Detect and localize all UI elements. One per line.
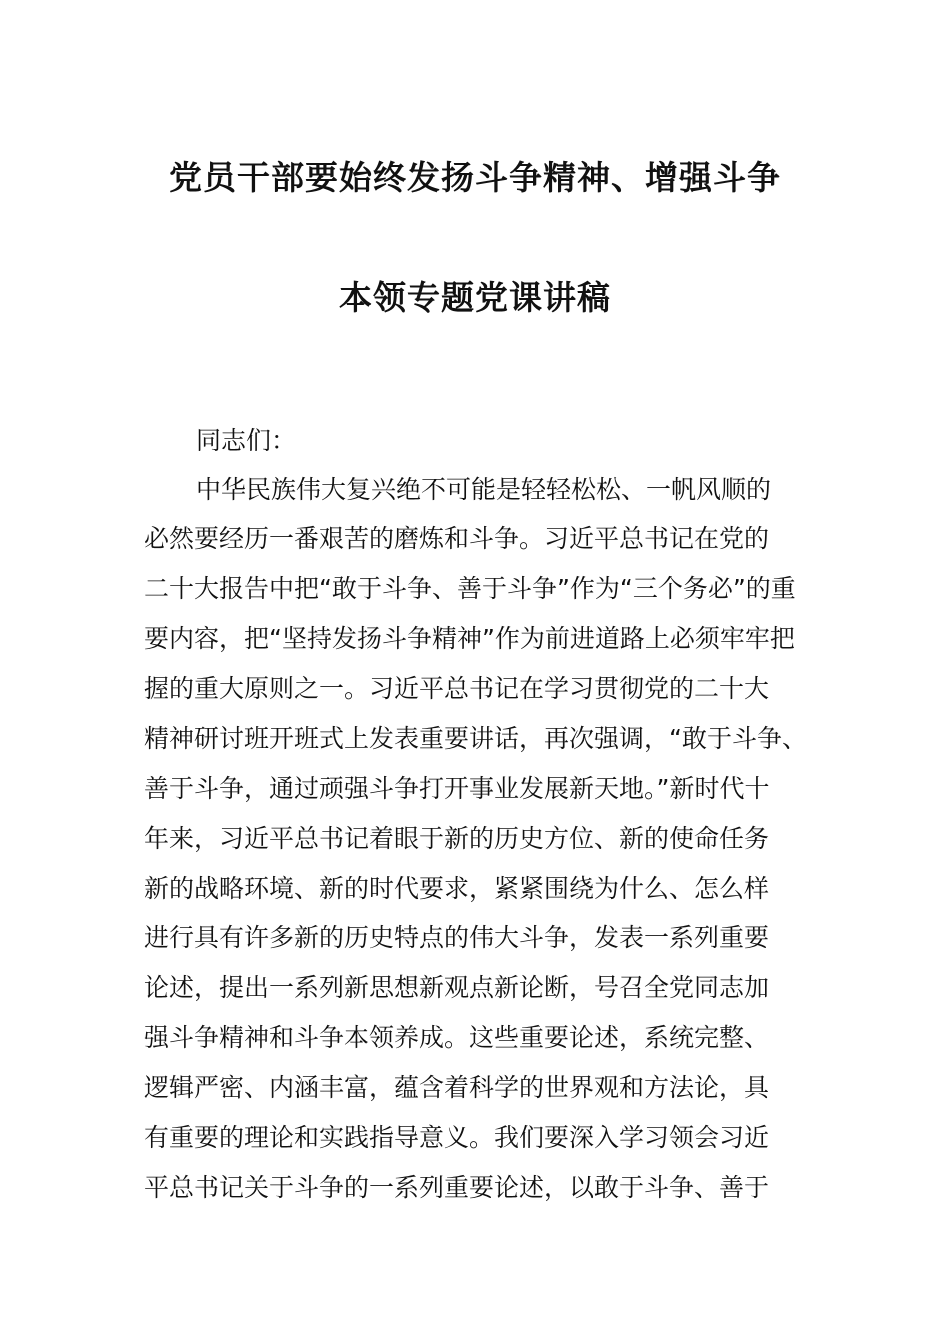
body-line-4: 要内容，把“坚持发扬斗争精神”作为前进道路上必须牢牢把 [144,624,795,653]
body-line-12: 强斗争精神和斗争本领养成。这些重要论述，系统完整、 [144,1023,770,1052]
body-line-10: 进行具有许多新的历史特点的伟大斗争，发表一系列重要 [144,923,770,952]
body-line-14: 有重要的理论和实践指导意义。我们要深入学习领会习近 [144,1123,770,1152]
body-line-2: 必然要经历一番艰苦的磨炼和斗争。习近平总书记在党的 [144,524,770,553]
body-line-9: 新的战略环境、新的时代要求，紧紧围绕为什么、怎么样 [144,874,770,903]
body-line-5: 握的重大原则之一。习近平总书记在学习贯彻党的二十大 [144,674,770,703]
body-line-8: 年来，习近平总书记着眼于新的历史方位、新的使命任务 [144,824,770,853]
body-line-13: 逻辑严密、内涵丰富，蕴含着科学的世界观和方法论，具 [144,1073,770,1102]
body-line-1: 中华民族伟大复兴绝不可能是轻轻松松、一帆风顺的 [196,475,772,504]
body-line-11: 论述，提出一系列新思想新观点新论断，号召全党同志加 [144,973,770,1002]
document-title-line-2: 本领专题党课讲稿 [339,278,611,317]
body-line-15: 平总书记关于斗争的一系列重要论述，以敢于斗争、善于 [144,1173,770,1202]
document-title-line-1: 党员干部要始终发扬斗争精神、增强斗争 [169,158,781,197]
body-line-6: 精神研讨班开班式上发表重要讲话，再次强调，“敢于斗争、 [144,724,807,753]
body-line-7: 善于斗争，通过顽强斗争打开事业发展新天地。”新时代十 [144,774,770,803]
salutation: 同志们： [196,426,297,455]
body-line-3: 二十大报告中把“敢于斗争、善于斗争”作为“三个务必”的重 [144,574,796,603]
